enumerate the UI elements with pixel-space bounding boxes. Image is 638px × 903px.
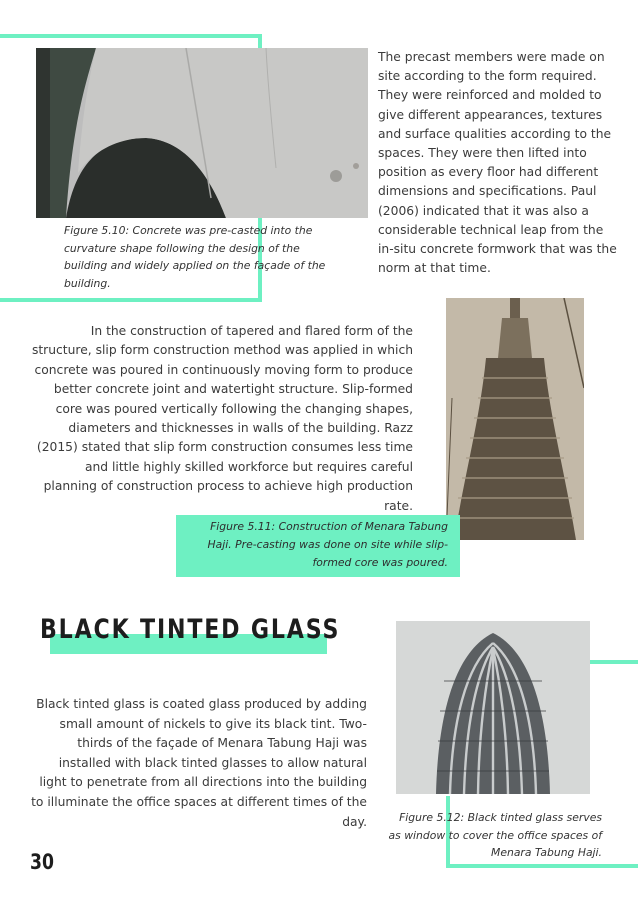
accent-line-top	[0, 34, 262, 38]
slipform-paragraph: In the construction of tapered and flared form of the structure, slip form construction method was applied in which concrete was poured in continuously moving form to produce better concrete joint and watertight structure. Slip-formed core was poured vertically following the changing shapes, diameters and thicknesses in walls of the building. Razz (2015) stated that slip form construction consumes less time and little highly skilled workforce but requires careful planning of construction process to achieve high production rate.	[31, 324, 413, 513]
section-heading: BLACK TINTED GLASS	[40, 614, 341, 645]
precast-paragraph: The precast members were made on site according to the form required. They were reinforced and molded to give different appearances, textures and surface qualities according to the spaces. They were then lifted into position as every floor had different dimensions and specifications. Paul (2006) indicated that it was also a considerable technical leap from the in-situ concrete formwork that was the norm at that time.	[378, 50, 617, 276]
precast-concrete-facade-image	[36, 48, 368, 218]
figure-5-12-caption: Figure 5.12: Black tinted glass serves as window to cover the office spaces of Menara Tabung Haji.	[388, 811, 602, 860]
accent-line-fig1-bottom	[0, 298, 262, 302]
figure-5-11-photo	[446, 298, 584, 540]
black-tinted-glass-paragraph: Black tinted glass is coated glass produced by adding small amount of nickels to give its black tint. Two-thirds of the façade of Menara Tabung Haji was installed with black tinted glasses to allow natural light to penetrate from all directions into the building to illuminate the office spaces at different times of the day.	[31, 697, 367, 829]
accent-line-fig3-top	[586, 660, 638, 664]
page-number: 30	[30, 850, 54, 874]
figure-5-10-photo	[36, 48, 368, 218]
figure-5-10-caption: Figure 5.10: Concrete was pre-casted into the curvature shape following the design of the building and widely applied on the façade of the building.	[64, 224, 326, 290]
accent-line-fig3-bottom	[446, 864, 638, 868]
figure-5-12-photo	[396, 621, 590, 794]
black-tinted-glass-tower-image	[396, 621, 590, 794]
tower-construction-image	[446, 298, 584, 540]
figure-5-11-caption: Figure 5.11: Construction of Menara Tabung Haji. Pre-casting was done on site while slip-formed core was poured.	[207, 520, 448, 569]
